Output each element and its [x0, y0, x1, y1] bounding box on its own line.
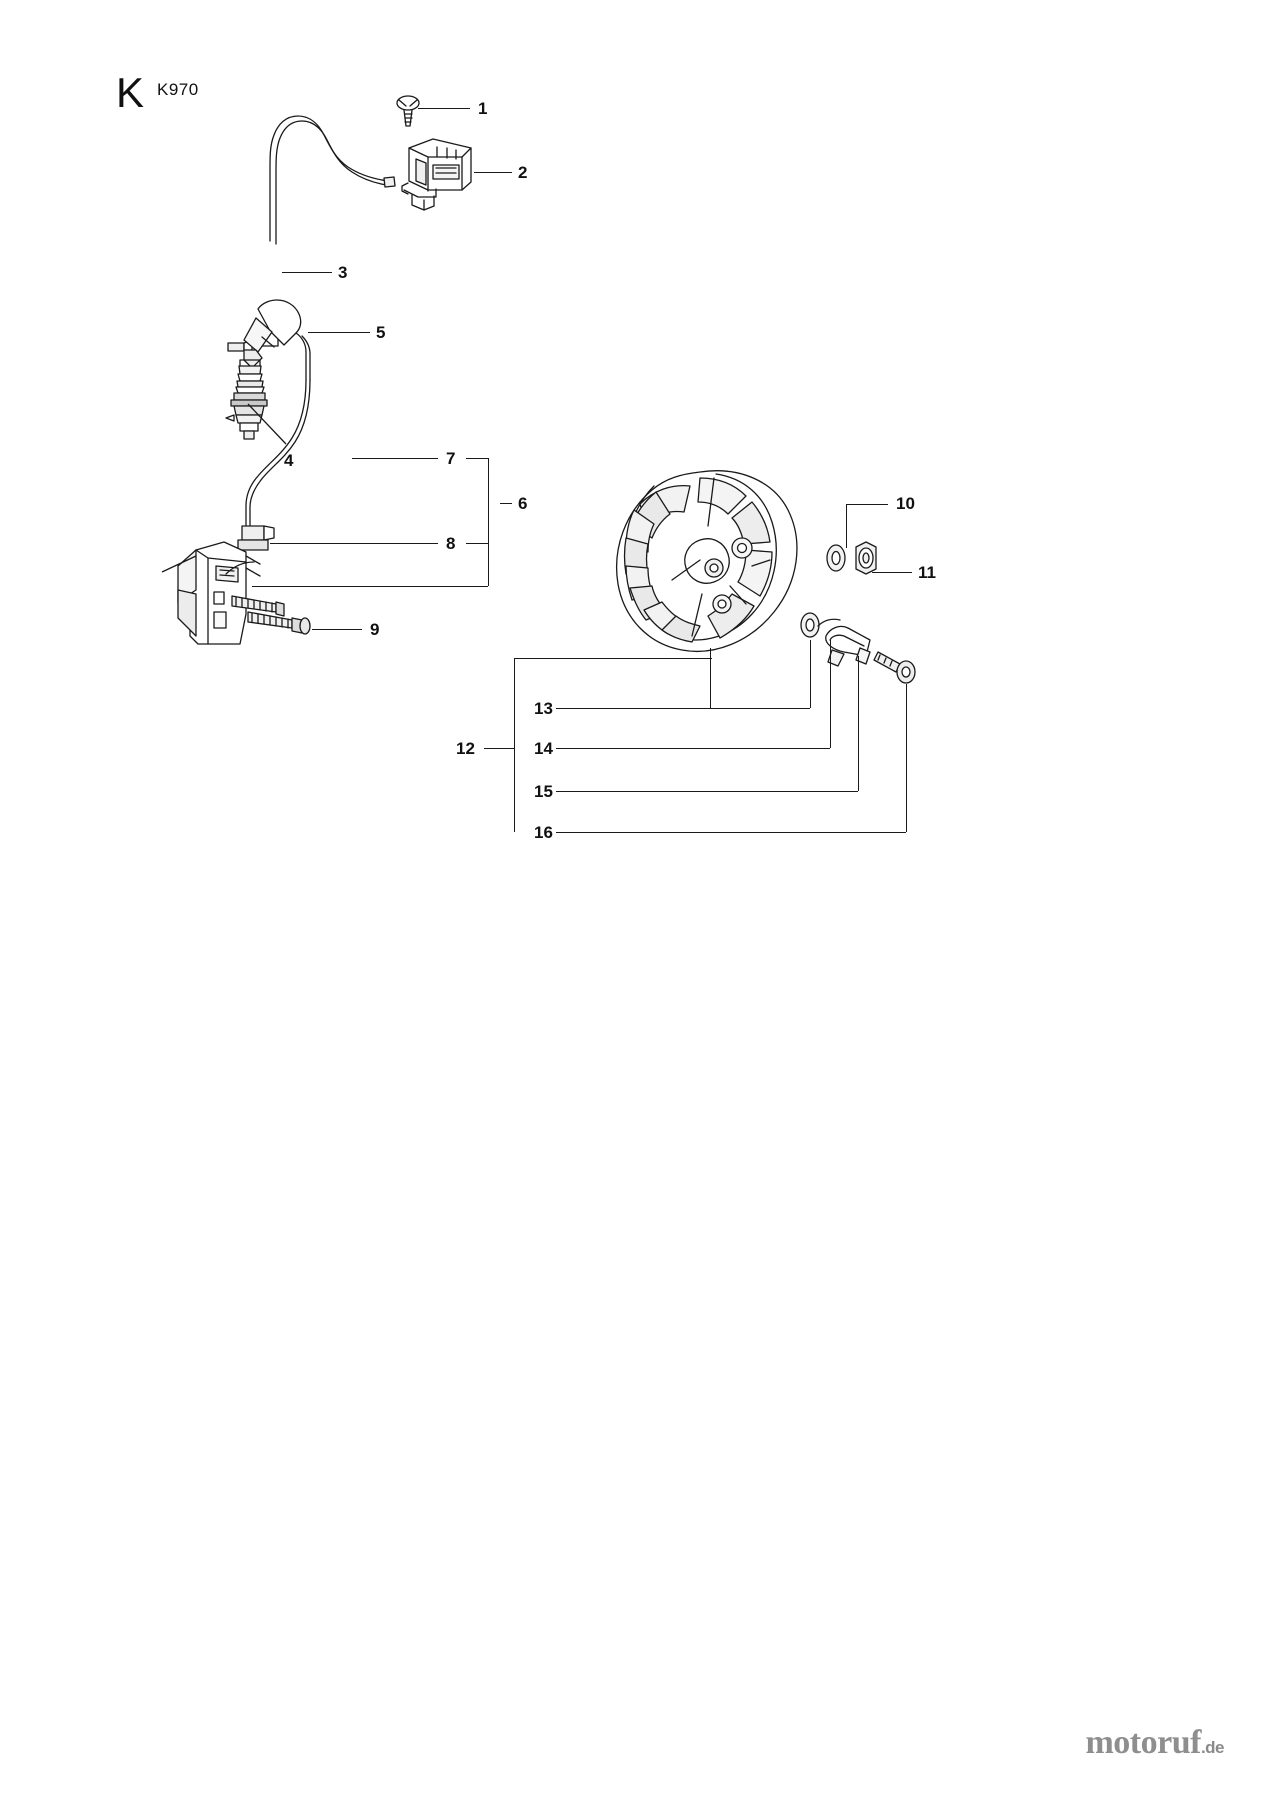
leader-10v — [846, 504, 847, 548]
site-logo — [1085, 1724, 1224, 1762]
callout-8: 8 — [446, 534, 456, 553]
callout-4: 4 — [284, 451, 294, 470]
callout-15: 15 — [534, 782, 553, 801]
section-letter: K — [116, 69, 145, 116]
logo-suffix: .de — [1200, 1738, 1224, 1757]
leader-12 — [484, 748, 514, 749]
callout-6: 6 — [518, 494, 528, 513]
logo-text: motoruf — [1085, 1724, 1201, 1761]
callout-7: 7 — [446, 449, 456, 468]
leader-13v2 — [810, 640, 811, 708]
leader-10 — [846, 504, 888, 505]
callout-10: 10 — [896, 494, 915, 513]
callout-5: 5 — [376, 323, 386, 342]
leader-16 — [556, 832, 906, 833]
callout-9: 9 — [370, 620, 380, 639]
leader-8b — [466, 543, 488, 544]
leader-14 — [556, 748, 830, 749]
leader-8 — [270, 543, 438, 544]
leader-13v — [710, 648, 711, 708]
leader-7 — [352, 458, 438, 459]
leader-7b — [466, 458, 488, 459]
callout-3: 3 — [338, 263, 348, 282]
callout-16: 16 — [534, 823, 553, 842]
leader-6b — [252, 586, 488, 587]
model-code: K970 — [157, 80, 199, 99]
leader-15v — [858, 656, 859, 791]
bracket-12 — [514, 658, 515, 832]
callout-2: 2 — [518, 163, 528, 182]
callout-14: 14 — [534, 739, 553, 758]
leader-9 — [312, 629, 362, 630]
callout-1: 1 — [478, 99, 488, 118]
leader-11 — [872, 572, 912, 573]
leader-16v — [906, 684, 907, 832]
leader-13 — [556, 708, 810, 709]
callout-12: 12 — [456, 739, 475, 758]
leader-15 — [556, 791, 858, 792]
callout-11: 11 — [918, 563, 936, 582]
leader-12b — [514, 658, 712, 659]
callout-13: 13 — [534, 699, 553, 718]
leader-6 — [500, 503, 512, 504]
leader-14v — [830, 640, 831, 748]
bracket-6 — [488, 458, 489, 586]
